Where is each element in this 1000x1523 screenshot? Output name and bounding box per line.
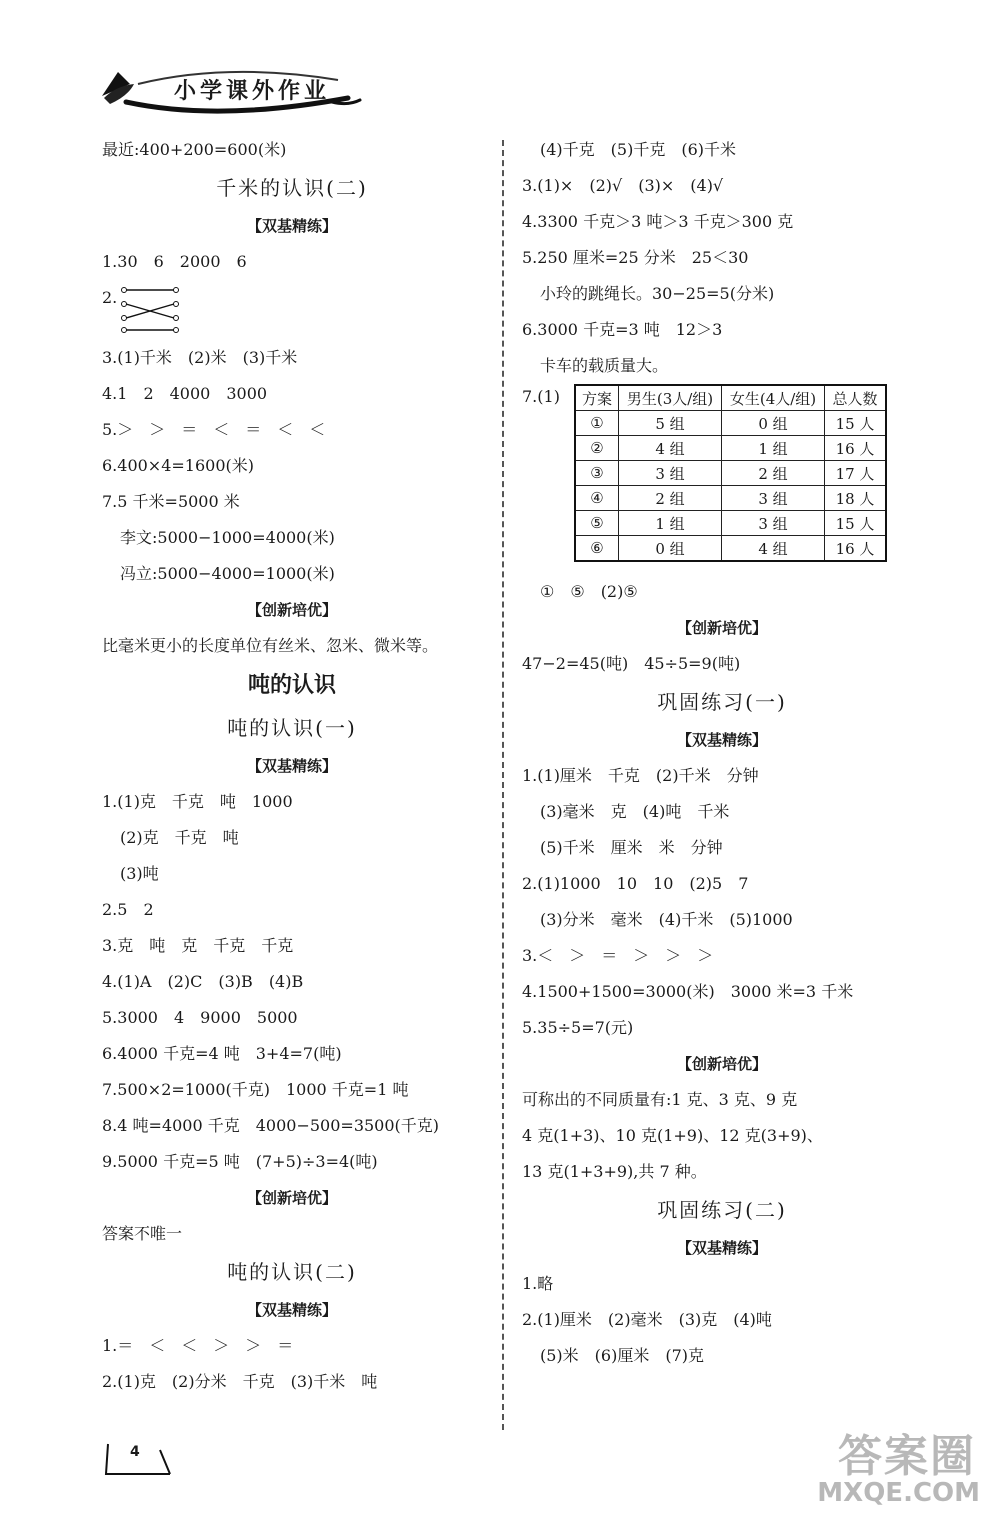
table-cell: 4 组 — [722, 536, 825, 562]
page-number: 4 — [130, 1444, 140, 1460]
table-header-row — [575, 385, 886, 411]
section-title: 吨的认识(一) — [227, 716, 357, 740]
section-tag: 【创新培优】 — [246, 1189, 337, 1207]
section-tag: 【双基精练】 — [246, 217, 337, 235]
answer-line: 小玲的跳绳长。30−25=5(分米) — [540, 284, 775, 303]
answer-line: 卡车的载质量大。 — [540, 356, 669, 375]
answer-line: 2.(1)克 (2)分米 千克 (3)千米 吨 — [102, 1372, 378, 1391]
table-header-cell: 总人数 — [825, 385, 887, 411]
section-tag: 【双基精练】 — [676, 731, 767, 749]
table-cell: 16 人 — [825, 536, 887, 562]
answer-line: 4.3300 千克＞3 吨＞3 千克＞300 克 — [522, 212, 794, 231]
table-header-cell: 女生(4人/组) — [722, 385, 825, 411]
table-cell: 2 组 — [619, 486, 722, 511]
answer-line: 1.(1)克 千克 吨 1000 — [102, 792, 293, 811]
question-number: 2. — [102, 288, 118, 307]
table-cell: ⑤ — [575, 511, 619, 536]
answer-line: 3.(1)千米 (2)米 (3)千米 — [102, 348, 298, 367]
table-cell: 0 组 — [619, 536, 722, 562]
table-header-cell: 方案 — [575, 385, 619, 411]
answer-line: 4.(1)A (2)C (3)B (4)B — [102, 972, 304, 991]
table-cell: 1 组 — [722, 436, 825, 461]
section-title: 吨的认识(二) — [227, 1260, 357, 1284]
answer-line: 答案不唯一 — [102, 1224, 183, 1243]
table-cell: ③ — [575, 461, 619, 486]
table-cell: 15 人 — [825, 511, 887, 536]
answer-line: 1.略 — [522, 1274, 554, 1293]
table-cell: 18 人 — [825, 486, 887, 511]
answer-line: 7.5 千米=5000 米 — [102, 492, 240, 511]
right-column — [522, 132, 922, 1374]
answer-line: 3.克 吨 克 千克 千克 — [102, 936, 294, 955]
table-cell: 2 组 — [722, 461, 825, 486]
table-cell: 1 组 — [619, 511, 722, 536]
answer-line: 最近:400+200=600(米) — [102, 140, 287, 159]
table-cell: 3 组 — [619, 461, 722, 486]
header-title: 小学课外作业 — [174, 79, 331, 104]
page-footer — [104, 1440, 174, 1480]
table-row — [575, 436, 886, 461]
answer-line: 冯立:5000−4000=1000(米) — [120, 564, 335, 583]
answer-line: 1.(1)厘米 千克 (2)千米 分钟 — [522, 766, 759, 785]
section-tag: 【创新培优】 — [676, 619, 767, 637]
answer-line: 6.4000 千克=4 吨 3+4=7(吨) — [102, 1044, 342, 1063]
table-cell: 5 组 — [619, 411, 722, 436]
answer-line: 5.3000 4 9000 5000 — [102, 1008, 298, 1027]
answer-line: 4.1 2 4000 3000 — [102, 384, 268, 403]
answer-line: 13 克(1+3+9),共 7 种。 — [522, 1162, 707, 1181]
answer-line: 6.3000 千克=3 吨 12＞3 — [522, 320, 723, 339]
answer-line: 6.400×4=1600(米) — [102, 456, 255, 475]
answer-line: 2.(1)厘米 (2)毫米 (3)克 (4)吨 — [522, 1310, 772, 1329]
watermark-text: 答案圈 — [838, 1431, 976, 1482]
chapter-title: 吨的认识 — [247, 673, 336, 698]
table-row — [575, 536, 886, 562]
answer-line: 2.(1)1000 10 10 (2)5 7 — [522, 874, 749, 893]
answer-line: 可称出的不同质量有:1 克、3 克、9 克 — [522, 1090, 798, 1109]
plan-table — [574, 384, 887, 562]
answer-line: 5.＞ ＞ ＝ ＜ ＝ ＜ ＜ — [102, 420, 326, 439]
answer-line: 1.30 6 2000 6 — [102, 252, 247, 271]
answer-line: 47−2=45(吨) 45÷5=9(吨) — [522, 654, 741, 673]
answer-line: (3)分米 毫米 (4)千米 (5)1000 — [540, 910, 793, 929]
section-title: 千米的认识(二) — [216, 176, 368, 200]
answer-line: (3)吨 — [120, 864, 159, 883]
table-row — [575, 486, 886, 511]
table-row — [575, 411, 886, 436]
answer-line: 3.＜ ＞ ＝ ＞ ＞ ＞ — [522, 946, 714, 965]
answer-line: (3)毫米 克 (4)吨 千米 — [540, 802, 730, 821]
section-tag: 【创新培优】 — [246, 601, 337, 619]
answer-line: 5.35÷5=7(元) — [522, 1018, 634, 1037]
answer-line: (5)千米 厘米 米 分钟 — [540, 838, 723, 857]
answer-line: 比毫米更小的长度单位有丝米、忽米、微米等。 — [102, 636, 439, 655]
table-cell: 3 组 — [722, 486, 825, 511]
matching-lines-icon — [118, 286, 182, 334]
table-cell: ② — [575, 436, 619, 461]
answer-line: 5.250 厘米=25 分米 25＜30 — [522, 248, 749, 267]
answer-line: 4 克(1+3)、10 克(1+9)、12 克(3+9)、 — [522, 1126, 823, 1145]
answer-line: 李文:5000−1000=4000(米) — [120, 528, 335, 547]
answer-line: (5)米 (6)厘米 (7)克 — [540, 1346, 704, 1365]
section-tag: 【创新培优】 — [676, 1055, 767, 1073]
answer-line: 8.4 吨=4000 千克 4000−500=3500(千克) — [102, 1116, 440, 1135]
answer-line: (4)千克 (5)千克 (6)千米 — [540, 140, 736, 159]
table-cell: ⑥ — [575, 536, 619, 562]
table-cell: 3 组 — [722, 511, 825, 536]
table-header-cell: 男生(3人/组) — [619, 385, 722, 411]
answer-line: 9.5000 千克=5 吨 (7+5)÷3=4(吨) — [102, 1152, 378, 1171]
table-cell: 15 人 — [825, 411, 887, 436]
section-tag: 【双基精练】 — [246, 757, 337, 775]
table-answer — [522, 384, 922, 574]
answer-line: ① ⑤ (2)⑤ — [540, 582, 638, 601]
table-row — [575, 461, 886, 486]
table-cell: ④ — [575, 486, 619, 511]
table-cell: 16 人 — [825, 436, 887, 461]
left-column — [102, 132, 482, 1400]
answer-line: 3.(1)× (2)√ (3)× (4)√ — [522, 176, 724, 195]
column-divider — [502, 140, 504, 1430]
section-tag: 【双基精练】 — [676, 1239, 767, 1257]
section-tag: 【双基精练】 — [246, 1301, 337, 1319]
table-row — [575, 511, 886, 536]
table-cell: 4 组 — [619, 436, 722, 461]
table-cell: 17 人 — [825, 461, 887, 486]
watermark-url: MXQE.COM — [817, 1478, 980, 1508]
section-title: 巩固练习(二) — [657, 1198, 787, 1222]
watermark — [740, 1420, 990, 1516]
answer-line: 4.1500+1500=3000(米) 3000 米=3 千米 — [522, 982, 854, 1001]
page-header — [98, 62, 368, 122]
answer-line: 7.500×2=1000(千克) 1000 千克=1 吨 — [102, 1080, 409, 1099]
answer-line: 1.＝ ＜ ＜ ＞ ＞ ＝ — [102, 1336, 294, 1355]
matching-answer — [102, 280, 482, 340]
section-title: 巩固练习(一) — [657, 690, 787, 714]
answer-line: (2)克 千克 吨 — [120, 828, 239, 847]
answer-line: 2.5 2 — [102, 900, 154, 919]
table-cell: ① — [575, 411, 619, 436]
table-cell: 0 组 — [722, 411, 825, 436]
question-number: 7.(1) — [522, 387, 560, 406]
